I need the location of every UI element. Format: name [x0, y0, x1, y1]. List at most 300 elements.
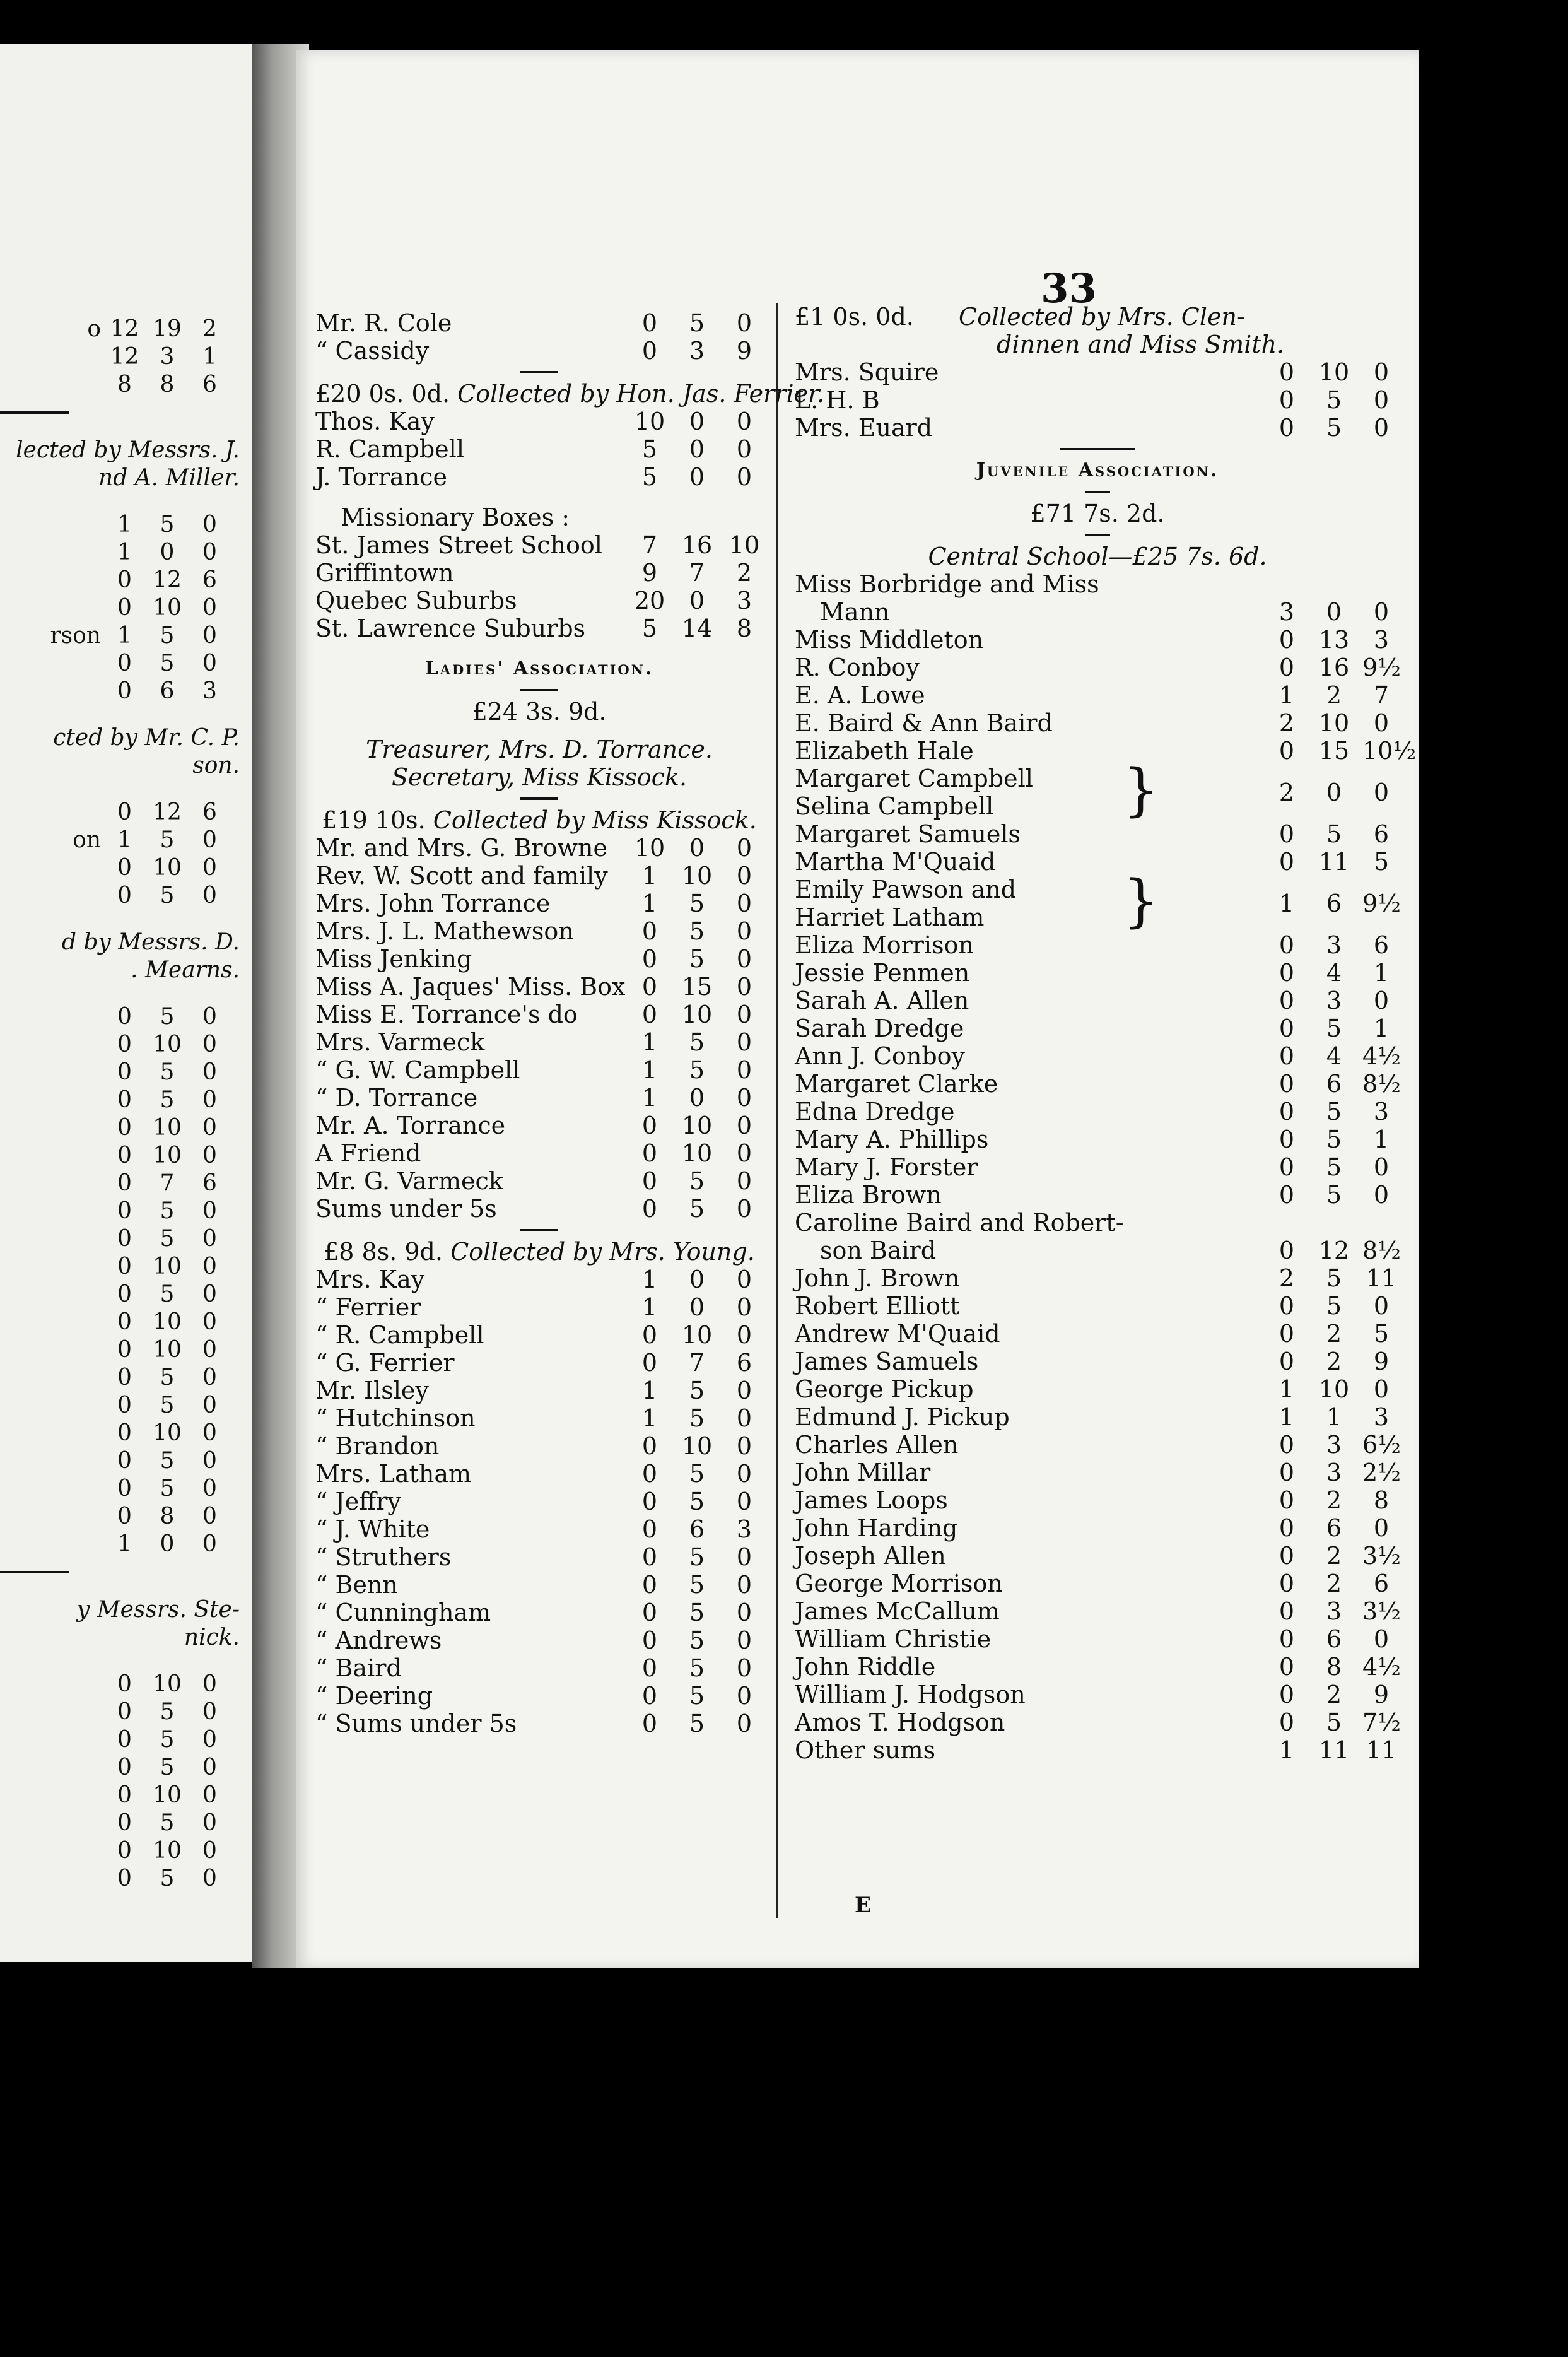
brace-glyph: }	[1123, 868, 1159, 934]
amount-value: 0	[117, 1476, 132, 1502]
amount-pounds: 1	[641, 890, 658, 917]
amount-shillings: 10	[681, 1432, 713, 1460]
amount-shillings: 4	[1326, 1042, 1342, 1070]
entry-amount	[107, 1447, 227, 1475]
entry-name: “ Cunningham	[315, 1599, 491, 1626]
amount-pence: 0	[736, 973, 752, 1001]
amount-value: 0	[117, 1392, 132, 1418]
amount-value: 19	[153, 316, 182, 342]
entry-row	[315, 1682, 763, 1710]
amount-shillings: 2	[1326, 1348, 1342, 1375]
entry-row	[795, 1681, 1400, 1708]
amount-value: 0	[117, 1226, 132, 1252]
section-heading: y Messrs. Ste-	[76, 1597, 240, 1623]
section-heading-continued: dinnen and Miss Smith.	[997, 331, 1285, 358]
amount-value: 10	[153, 1337, 182, 1363]
entry-name: John Riddle	[795, 1653, 936, 1681]
amount-pence: 0	[736, 1377, 752, 1404]
amount-pounds: 0	[641, 1654, 658, 1682]
amount-pounds: 0	[1278, 1042, 1295, 1070]
entry-row	[0, 1225, 252, 1253]
entry-name: “ J. White	[315, 1515, 430, 1543]
entry-row	[0, 678, 252, 705]
amount-pounds: 9	[641, 559, 658, 587]
entry-name: “ R. Campbell	[315, 1321, 484, 1349]
amount-pounds: 0	[1278, 1014, 1295, 1042]
entry-name: Eliza Brown	[795, 1181, 942, 1209]
amount-pence: 0	[736, 917, 752, 945]
amount-value: 0	[202, 1004, 217, 1030]
separator	[520, 371, 558, 373]
amount-pence: 0	[1373, 1625, 1390, 1653]
amount-value: 0	[202, 1337, 217, 1363]
entry-name: James Samuels	[795, 1348, 979, 1375]
amount-pounds: 2	[1278, 709, 1295, 737]
amount-value: 8	[117, 372, 132, 397]
entry-row	[795, 626, 1400, 654]
section-heading: nick.	[184, 1625, 240, 1650]
amount-pence: 1	[1373, 1126, 1390, 1153]
entry-name: Miss Jenking	[315, 945, 472, 973]
section-heading: £8 8s. 9d. Collected by Mrs. Young.	[324, 1238, 755, 1266]
separator	[520, 689, 558, 691]
entry-amount	[1268, 1625, 1400, 1653]
entry-amount	[631, 862, 763, 890]
section-heading: cted by Mr. C. P.	[53, 725, 240, 751]
amount-shillings: 5	[1326, 1708, 1342, 1736]
amount-shillings: 2	[1326, 1320, 1342, 1348]
entry-amount	[1268, 1153, 1400, 1181]
entry-name: Miss A. Jaques' Miss. Box	[315, 973, 626, 1001]
entries	[315, 1266, 763, 1737]
amount-pounds: 7	[641, 531, 658, 559]
amount-pounds: 0	[1278, 1431, 1295, 1459]
entry-name: Joseph Allen	[795, 1542, 946, 1570]
amount-value: 5	[160, 512, 175, 538]
entry-amount	[631, 614, 763, 642]
amount-pence: 9½	[1362, 890, 1401, 917]
amount-pounds: 0	[1278, 1348, 1295, 1375]
entry-row	[0, 1837, 252, 1865]
amount-shillings: 6	[689, 1515, 705, 1543]
entry-amount	[107, 1419, 227, 1447]
entry-name: Mr. G. Varmeck	[315, 1167, 503, 1195]
entry-amount	[631, 1460, 763, 1488]
amount-pounds: 0	[641, 917, 658, 945]
entry-amount	[107, 854, 227, 882]
entry-amount	[631, 559, 763, 587]
amount-pounds: 0	[641, 1571, 658, 1599]
amount-pounds: 0	[1278, 1126, 1295, 1153]
amount-value: 10	[153, 1420, 182, 1446]
amount-pence: 7½	[1362, 1708, 1401, 1736]
entry-name: John Millar	[795, 1459, 931, 1486]
amount-pounds: 0	[641, 1710, 658, 1737]
amount-pence: 3	[1373, 1098, 1390, 1126]
entry-row	[315, 337, 763, 365]
amount-pence: 0	[736, 1028, 752, 1056]
entry-name: Mann	[820, 598, 890, 626]
entry-row	[795, 414, 1400, 442]
entry-name: Sums under 5s	[315, 1195, 497, 1223]
entry-name: Margaret Campbell	[795, 765, 1033, 792]
entry-name: Quebec Suburbs	[315, 587, 517, 614]
entry-name: Amos T. Hodgson	[795, 1708, 1005, 1736]
amount-value: 5	[160, 1004, 175, 1030]
amount-value: 2	[202, 316, 217, 342]
amount-value: 0	[202, 1309, 217, 1335]
amount-pence: 0	[736, 1626, 752, 1654]
amount-value: 5	[160, 1392, 175, 1418]
entry-row	[315, 1112, 763, 1139]
amount-value: 10	[153, 1838, 182, 1864]
amount-value: 0	[202, 1226, 217, 1252]
entry-row	[315, 1056, 763, 1084]
entry-amount	[1268, 1292, 1400, 1320]
entry-amount	[1268, 681, 1400, 709]
amount-pence: 0	[736, 1460, 752, 1488]
amount-pence: 6	[1373, 931, 1390, 959]
entry-row	[315, 862, 763, 890]
entry-row	[315, 1195, 763, 1223]
amount-value: 5	[160, 883, 175, 908]
amount-pence: 9	[1373, 1348, 1390, 1375]
amount-shillings: 6	[1326, 1514, 1342, 1542]
entry-amount	[107, 1837, 227, 1865]
amount-pence: 0	[736, 1432, 752, 1460]
amount-value: 1	[117, 512, 132, 538]
amount-pence: 0	[1373, 779, 1390, 806]
entry-row	[0, 622, 252, 650]
entry-row	[315, 1349, 763, 1377]
entry-row	[315, 1404, 763, 1432]
entry-row	[795, 1237, 1400, 1264]
amount-value: 5	[160, 827, 175, 853]
amount-value: 1	[202, 344, 217, 370]
entry-row	[0, 1364, 252, 1392]
amount-value: 6	[202, 567, 217, 593]
entry-row	[315, 463, 763, 491]
amount-value: 0	[117, 1337, 132, 1363]
amount-value: 10	[153, 1671, 182, 1697]
entry-amount	[107, 1114, 227, 1142]
entry-row	[0, 1197, 252, 1225]
amount-pence: 0	[736, 1266, 752, 1293]
amount-pence: 3½	[1362, 1597, 1401, 1625]
entry-amount	[107, 1475, 227, 1503]
entry-name: Mr. Ilsley	[315, 1377, 429, 1404]
amount-value: 0	[202, 1699, 217, 1725]
amount-pounds: 0	[1278, 654, 1295, 681]
entry-amount	[107, 1698, 227, 1726]
amount-value: 0	[117, 1281, 132, 1307]
separator	[520, 1229, 558, 1231]
entry-name: E. Baird & Ann Baird	[795, 709, 1053, 737]
entry-amount	[631, 587, 763, 614]
entry-amount	[631, 1056, 763, 1084]
amount-value: 0	[117, 567, 132, 593]
amount-shillings: 0	[1326, 598, 1342, 626]
entry-name: Robert Elliott	[795, 1292, 960, 1320]
amount-pounds: 0	[1278, 1625, 1295, 1653]
amount-shillings: 5	[689, 1571, 705, 1599]
amount-pence: 8	[1373, 1486, 1390, 1514]
amount-shillings: 10	[1318, 358, 1350, 386]
amount-pounds: 20	[634, 587, 665, 614]
amount-value: 0	[202, 855, 217, 881]
entry-row	[0, 1336, 252, 1364]
entry-amount	[631, 1266, 763, 1293]
amount-value: 0	[202, 1838, 217, 1864]
entry-name: Jessie Penmen	[795, 959, 970, 987]
entry-amount	[1268, 1431, 1400, 1459]
entry-row	[315, 1571, 763, 1599]
entry-row	[795, 1708, 1400, 1736]
entries	[795, 820, 1400, 876]
entry-amount	[1268, 1736, 1400, 1764]
amount-shillings: 0	[689, 408, 705, 435]
entry-amount	[1268, 1375, 1400, 1403]
entry-row	[315, 1028, 763, 1056]
amount-shillings: 2	[1326, 681, 1342, 709]
entry-name: Edna Dredge	[795, 1098, 955, 1126]
separator	[520, 797, 558, 800]
entry-row	[0, 1726, 252, 1754]
entry-row	[315, 1515, 763, 1543]
entries	[795, 570, 1417, 765]
amount-shillings: 5	[1326, 1264, 1342, 1292]
amount-shillings: 0	[689, 1084, 705, 1112]
amount-value: 0	[117, 595, 132, 621]
amount-value: 8	[160, 1503, 175, 1529]
entry-row	[315, 309, 763, 337]
entry-name: Mary A. Phillips	[795, 1126, 989, 1153]
entry-amount	[1268, 1070, 1400, 1098]
entry-row	[0, 1419, 252, 1447]
amount-pence: 9	[736, 337, 752, 365]
amount-value: 0	[117, 1727, 132, 1753]
amount-value: 5	[160, 1198, 175, 1224]
amount-pence: 0	[1373, 1153, 1390, 1181]
amount-shillings: 5	[689, 1682, 705, 1710]
entry-name: James Loops	[795, 1486, 948, 1514]
entry-row	[0, 1170, 252, 1197]
amount-pounds: 0	[641, 1112, 658, 1139]
entry-amount	[1268, 1653, 1400, 1681]
entry-amount	[107, 1170, 227, 1197]
entry-amount	[631, 1710, 763, 1737]
amount-pounds: 0	[641, 1432, 658, 1460]
amount-pence: 0	[736, 1488, 752, 1515]
amount-pounds: 0	[641, 1001, 658, 1028]
entry-row	[315, 614, 763, 642]
entry-name: Rev. W. Scott and family	[315, 862, 608, 890]
amount-value: 10	[153, 1143, 182, 1168]
entry-amount	[631, 1349, 763, 1377]
entry-name: St. Lawrence Suburbs	[315, 614, 586, 642]
amount-pence: 0	[736, 1710, 752, 1737]
amount-value: 8	[160, 372, 175, 397]
entry-amount	[631, 973, 763, 1001]
entry-amount	[107, 826, 227, 854]
entry-row	[315, 1543, 763, 1571]
entry-row	[315, 1266, 763, 1293]
amount-value: 6	[202, 799, 217, 825]
entry-amount	[1268, 414, 1400, 442]
entry-row	[0, 1475, 252, 1503]
amount-value: 0	[117, 678, 132, 704]
entry-name: “ Ferrier	[315, 1293, 421, 1321]
amount-pence: 0	[1373, 358, 1390, 386]
entry-row	[315, 559, 763, 587]
entry-name: “ D. Torrance	[315, 1084, 478, 1112]
amount-pence: 0	[736, 1543, 752, 1571]
entry-amount	[107, 315, 227, 343]
entry-row	[0, 539, 252, 567]
entry-amount	[1268, 890, 1400, 917]
entry-amount	[107, 594, 227, 622]
amount-pence: 10	[728, 531, 760, 559]
amount-value: 0	[117, 1059, 132, 1085]
ladies-amount: £24 3s. 9d.	[472, 698, 607, 726]
amount-pence: 9	[1373, 1681, 1390, 1708]
amount-pounds: 0	[641, 337, 658, 365]
entry-row	[315, 945, 763, 973]
missionary-heading: Missionary Boxes :	[341, 503, 570, 531]
separator	[1060, 448, 1135, 450]
amount-value: 0	[202, 512, 217, 538]
entry-name: Miss E. Torrance's do	[315, 1001, 578, 1028]
entry-amount	[107, 1671, 227, 1698]
separator	[1085, 491, 1110, 493]
amount-value: 5	[160, 1059, 175, 1085]
amount-pounds: 0	[1278, 386, 1295, 414]
entry-name: son Baird	[820, 1237, 937, 1264]
entry-amount	[1268, 1542, 1400, 1570]
entry-row	[315, 435, 763, 463]
entry-row	[795, 1403, 1400, 1431]
entry-row	[795, 1459, 1400, 1486]
entry-amount	[107, 1281, 227, 1308]
amount-value: 1	[117, 1531, 132, 1557]
amount-pence: 0	[1373, 1292, 1390, 1320]
amount-value: 0	[202, 1782, 217, 1808]
amount-pounds: 0	[1278, 1542, 1295, 1570]
amount-value: 0	[117, 1170, 132, 1196]
entry-row	[795, 358, 1400, 386]
amount-shillings: 5	[689, 1626, 705, 1654]
amount-pounds: 0	[1278, 358, 1295, 386]
amount-pounds: 0	[1278, 1098, 1295, 1126]
amount-value: 12	[110, 344, 139, 370]
amount-pence: 5	[1373, 1320, 1390, 1348]
amount-value: 0	[117, 1365, 132, 1390]
entry-amount	[1268, 654, 1400, 681]
amount-pounds: 0	[641, 1460, 658, 1488]
amount-pence: 0	[736, 1195, 752, 1223]
amount-pence: 0	[736, 1599, 752, 1626]
amount-pounds: 0	[1278, 1320, 1295, 1348]
amount-pounds: 10	[634, 408, 665, 435]
amount-value: 0	[117, 855, 132, 881]
entry-row	[0, 1782, 252, 1809]
amount-pounds: 2	[1278, 779, 1295, 806]
amount-pence: 0	[736, 834, 752, 862]
entry-row	[795, 1375, 1400, 1403]
amount-value: 0	[202, 1032, 217, 1057]
amount-pence: 0	[736, 1167, 752, 1195]
amount-value: 5	[160, 1727, 175, 1753]
amount-value: 0	[202, 539, 217, 565]
amount-shillings: 6	[1326, 1070, 1342, 1098]
entry-amount	[107, 1225, 227, 1253]
amount-value: 6	[202, 372, 217, 397]
amount-shillings: 15	[681, 973, 713, 1001]
entry-amount	[107, 1308, 227, 1336]
entry-amount	[631, 1599, 763, 1626]
amount-value: 0	[202, 595, 217, 621]
amount-pounds: 0	[641, 1195, 658, 1223]
amount-pence: 0	[736, 1293, 752, 1321]
amount-value: 0	[202, 1198, 217, 1224]
separator	[0, 411, 69, 414]
amount-pence: 11	[1366, 1736, 1397, 1764]
entry-row	[315, 1139, 763, 1167]
entry-name: Mrs. Kay	[315, 1266, 425, 1293]
entry-name: E. A. Lowe	[795, 681, 925, 709]
entry-name: Elizabeth Hale	[795, 737, 974, 765]
amount-value: 3	[202, 678, 217, 704]
amount-shillings: 0	[1326, 779, 1342, 806]
entry-amount	[107, 1086, 227, 1114]
amount-pence: 3	[1373, 1403, 1390, 1431]
amount-value: 12	[110, 316, 139, 342]
entry-amount	[107, 1809, 227, 1837]
amount-shillings: 13	[1318, 626, 1350, 654]
entry-row	[795, 386, 1400, 414]
entry-amount	[107, 1782, 227, 1809]
entry-amount	[1268, 1514, 1400, 1542]
amount-shillings: 2	[1326, 1681, 1342, 1708]
entry-name: Eliza Morrison	[795, 931, 974, 959]
entry-row	[0, 315, 252, 343]
amount-shillings: 5	[1326, 1098, 1342, 1126]
entry-name: Edmund J. Pickup	[795, 1403, 1010, 1431]
amount-shillings: 3	[1326, 987, 1342, 1014]
entry-row	[795, 709, 1400, 737]
amount-shillings: 5	[1326, 820, 1342, 848]
entry-row	[795, 987, 1400, 1014]
entry-row	[315, 1321, 763, 1349]
amount-value: 10	[153, 595, 182, 621]
entry-row	[0, 343, 252, 371]
entry-row	[795, 1486, 1400, 1514]
entry-name: John Harding	[795, 1514, 958, 1542]
section-heading: nd A. Miller.	[98, 465, 240, 491]
amount-value: 0	[202, 883, 217, 908]
entry-amount	[107, 1197, 227, 1225]
section-heading: £1 0s. 0d. Collected by Mrs. Clen-	[795, 303, 1245, 331]
entry-row	[795, 1431, 1400, 1459]
amount-value: 0	[202, 1143, 217, 1168]
amount-pounds: 10	[634, 834, 665, 862]
juvenile-amount: £71 7s. 2d.	[1030, 500, 1165, 527]
entry-name: William Christie	[795, 1625, 992, 1653]
amount-value: 10	[153, 1254, 182, 1279]
entry-name: A Friend	[315, 1139, 421, 1167]
amount-pounds: 0	[641, 973, 658, 1001]
amount-pence: 6	[1373, 820, 1390, 848]
